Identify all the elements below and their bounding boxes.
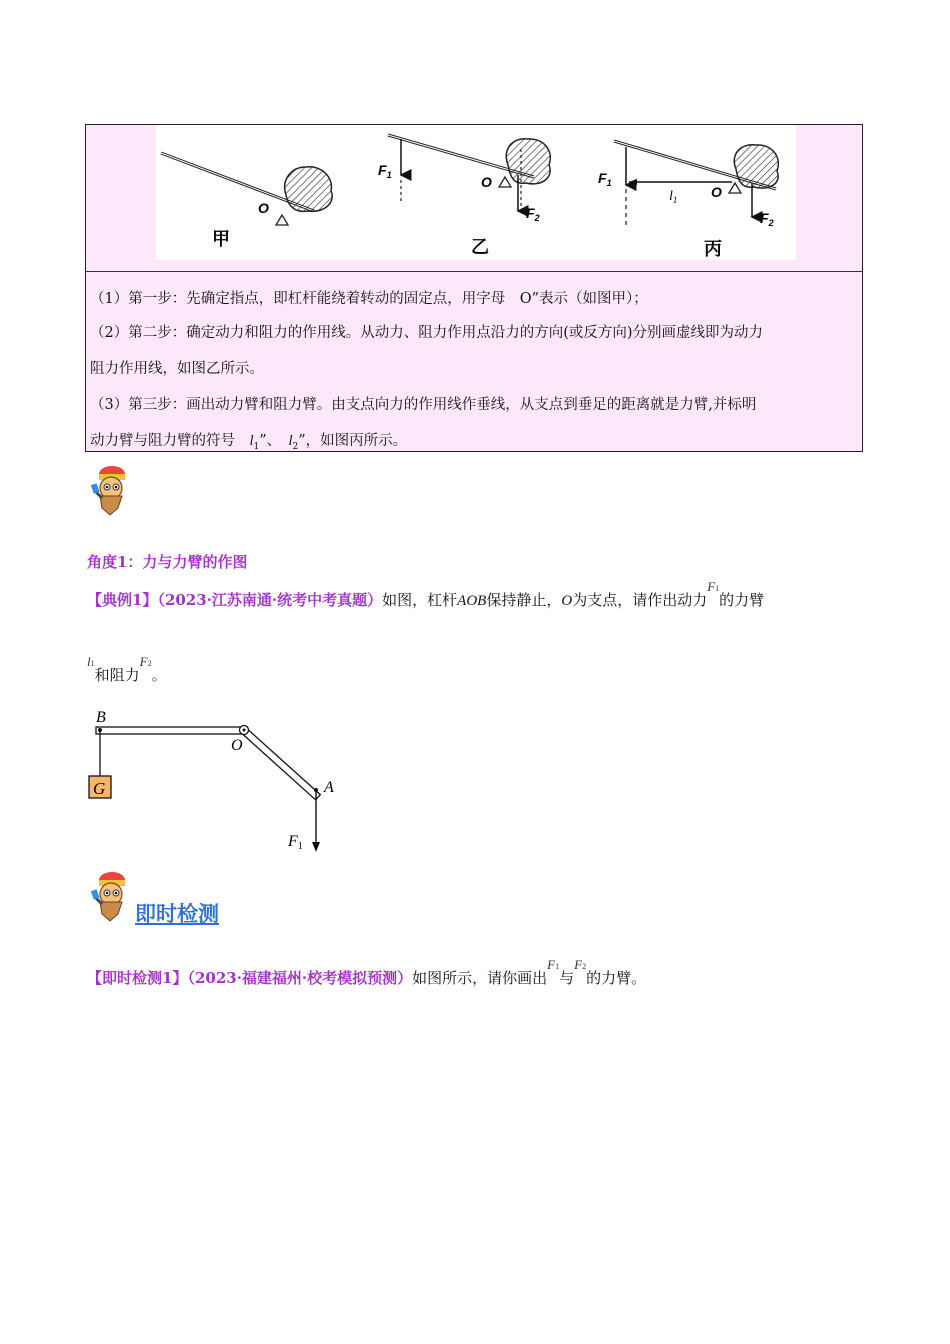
- pivot-label-o: O: [258, 200, 269, 216]
- stone-shape: [506, 139, 550, 184]
- step-3-line2: 动力臂与阻力臂的符号 $l_1$”、 $l_2$”，如图丙所示。: [90, 433, 408, 452]
- label-f1: F1: [288, 833, 303, 852]
- lever-steps-svg: [156, 125, 796, 260]
- pencil-mascot-icon: [88, 462, 134, 516]
- lever-arm-bo: [96, 727, 246, 734]
- label-b: B: [96, 709, 106, 726]
- box-divider: [86, 271, 862, 272]
- caption-jia: 甲: [212, 229, 230, 250]
- figure-jia: [161, 153, 332, 250]
- figure-yi: [378, 135, 550, 258]
- lever-arm-oa: [241, 728, 320, 800]
- pivot-label-o: O: [481, 174, 492, 190]
- pivot-label-o: O: [711, 184, 722, 200]
- example-1-line2: l1和阻力F2。: [87, 654, 167, 684]
- step-1: （1）第一步：先确定指点，即杠杆能绕着转动的固定点，用字母 O”表示（如图甲）；: [90, 291, 648, 307]
- caption-bing: 丙: [704, 239, 722, 260]
- step-3-line1: （3）第三步：画出动力臂和阻力臂。由支点向力的作用线作垂线，从支点到垂足的距离就是力臂,并标明: [90, 397, 757, 413]
- f1-label: $F_1$: [598, 170, 612, 188]
- figure-bing: [598, 141, 778, 260]
- f1-label: $F_1$: [378, 162, 392, 180]
- stone-shape: [734, 145, 778, 188]
- step-2-line1: （2）第二步：确定动力和阻力的作用线。从动力、阻力作用点沿力的方向(或反方向)分别画虚线即为动力: [90, 325, 764, 341]
- fulcrum-triangle: [729, 183, 741, 193]
- check-title: 即时检测: [135, 902, 219, 926]
- pencil-mascot-icon: [88, 868, 134, 922]
- lever-steps-figure: [156, 125, 796, 260]
- label-a: A: [324, 779, 334, 796]
- label-o: O: [231, 737, 243, 754]
- f2-label: $F_2$: [760, 210, 774, 228]
- example-1-line1: 【典例1】（2023·江苏南通·统考中考真题）如图，杠杆AOB保持静止，O为支点，请作出动力F1的力臂: [87, 579, 765, 609]
- l1-label: $l_1$: [669, 189, 678, 205]
- f2-label: $F_2$: [526, 205, 540, 223]
- fulcrum-triangle: [276, 215, 288, 225]
- step-2-line2: 阻力作用线，如图乙所示。: [90, 361, 264, 377]
- section-heading: 角度1：力与力臂的作图: [87, 553, 248, 571]
- caption-yi: 乙: [471, 237, 489, 258]
- lever-aob-figure: [85, 700, 355, 860]
- check-1-line: 【即时检测1】（2023·福建福州·校考模拟预测）如图所示，请你画出F1与F2的力臂。: [87, 957, 647, 987]
- method-box: [85, 124, 863, 452]
- stone-shape: [285, 167, 332, 212]
- weight-label: G: [93, 779, 106, 798]
- fulcrum-triangle: [499, 177, 511, 187]
